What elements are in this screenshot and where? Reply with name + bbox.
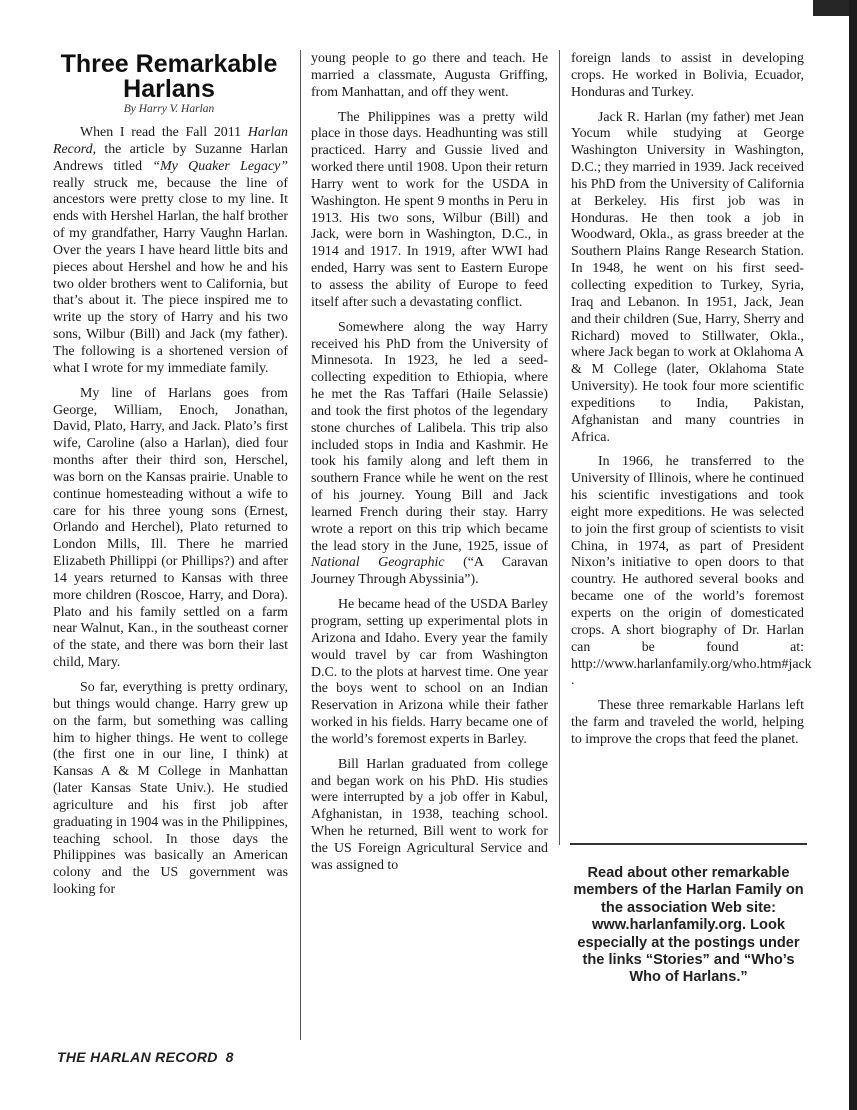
paragraph: Bill Harlan graduated from college and began work on his PhD. His studies were interrupted by a job offer in Kabul, Afghanistan, in 1938, teaching school. When he returned, Bill went to work for the US Foreign Agricultural Service and was assigned to — [311, 756, 548, 873]
column-divider — [559, 50, 560, 845]
sidebar-callout: Read about other remarkable members of the Harlan Family on the association Web site: www.harlanfamily.org. Look especially at the postings under the links “Stories” and “Who’s Who of Harlans.” — [573, 865, 804, 986]
column-divider — [300, 50, 301, 1040]
page-footer — [57, 1049, 234, 1065]
page-number: 8 — [225, 1049, 234, 1065]
paragraph: foreign lands to assist in developing crops. He worked in Bolivia, Ecuador, Honduras and Turkey. — [571, 51, 804, 100]
paragraph: The Philippines was a pretty wild place in those days. Headhunting was still practiced. Harry and Gussie lived and worked there until 1908. Upon their return Harry went to work for the USDA in Washington. He spent 9 months in Peru in 1913. His two sons, Wilbur (Bill) and Jack, were born in Washington, D.C., in 1914 and 1917. In 1919, after WWI had ended, Harry was sent to Eastern Europe to assess the ability of Europe to feed itself after such a devastating conflict. — [311, 109, 548, 310]
paragraph: So far, everything is pretty ordinary, but things would change. Harry grew up on the farm, but something was calling him to higher things. He went to college (the first one in our line, I think) at Kansas A & M College in Manhattan (later Kansas State Univ.). He studied agriculture and his first job after graduating in 1904 was in the Philippines, teaching school. In those days the Philippines was basically an American colony and the US government was looking for — [53, 680, 288, 898]
scan-corner — [813, 0, 849, 16]
column-3 — [571, 51, 812, 749]
paragraph: These three remarkable Harlans left the farm and traveled the world, helping to improve the crops that feed the planet. — [571, 698, 804, 747]
paragraph: In 1966, he transferred to the University of Illinois, where he continued his scientific investigations and took eight more expeditions. He was selected to join the first group of scientists to visit China, in 1974, as part of President Nixon’s initiative to open doors to that country. He authored several books and became one of the world’s foremost experts on the origin of domesticated crops. A short biography of Dr. Harlan can be found at: http://www.harlanfamily.org/who.htm#jack . — [571, 454, 812, 689]
paragraph: Jack R. Harlan (my father) met Jean Yocum while studying at George Washington University in Washington, D.C.; they married in 1939. Jack received his PhD from the University of California at Berkeley. His first job was in Honduras. He then took a job in Woodward, Okla., as grass breeder at the Southern Plains Range Research Station. In 1948, he went on his first seed-collecting expedition to Turkey, Syria, Iraq and Lebanon. In 1951, Jack, Jean and their children (Sue, Harry, Sherry and Richard) moved to Stillwater, Okla., where Jack began to work at Oklahoma A & M College (later, Oklahoma State University). He took four more scientific expeditions to India, Pakistan, Afghanistan and many countries in Africa. — [571, 109, 804, 445]
column-1 — [53, 125, 288, 899]
paragraph: When I read the Fall 2011 Harlan Record, the article by Suzanne Harlan Andrews titled “My Quaker Legacy” really struck me, because the line of ancestors were pretty close to my line. It ends with Hershel Harlan, the half brother of my grandfather, Harry Vaughn Harlan. Over the years I have heard little bits and pieces about Hershel and how he and his two older brothers went to California, but that’s about it. The piece inspired me to write up the story of Harry and his two sons, Wilbur (Bill) and Jack (my father). The following is a shortened version of what I wrote for my immediate family. — [53, 125, 288, 376]
byline: By Harry V. Harlan — [123, 103, 215, 115]
paragraph: young people to go there and teach. He married a classmate, Augusta Griffing, from Manhattan, and off they went. — [311, 51, 548, 100]
paragraph: He became head of the USDA Barley program, setting up experimental plots in Arizona and Idaho. Every year the family would travel by car from Washington D.C. to the plots at harvest time. One year the boys went to school on an Indian Reservation in Arizona while their father worked in his fields. Harry became one of the world’s foremost experts in Barley. — [311, 597, 548, 747]
paragraph: Somewhere along the way Harry received his PhD from the University of Minnesota. In 1923, he led a seed-collecting expedition to Ethiopia, where he met the Ras Taffari (Haile Selassie) and took the first photos of the legendary stone churches of Lalibela. This trip also included stops in India and Kashmir. He took his family along and left them in southern France while he went on the rest of his journey. Young Bill and Jack learned French during their stay. Harry wrote a report on this trip which became the lead story in the June, 1925, issue of National Geographic (“A Caravan Journey Through Abyssinia”). — [311, 319, 549, 588]
article-title: Three Remarkable Harlans — [60, 50, 278, 103]
scan-edge — [849, 0, 857, 1110]
publication-name: THE HARLAN RECORD — [57, 1049, 218, 1065]
sidebar-divider — [570, 843, 807, 845]
column-2 — [311, 51, 548, 875]
paragraph: My line of Harlans goes from George, William, Enoch, Jonathan, David, Plato, Harry, and Jack. Plato’s first wife, Caroline (also a Harlan), died four months after their third son, Herschel, was born on the Kansas prairie. Unable to continue homesteading without a wife to care for his three young sons (Ernest, Orlando and Herchel), Plato returned to London Mills, Ill. There he married Elizabeth Phillippi (or Phillips?) and after 14 years returned to Kansas with three more children (Roscoe, Harry, and Dora). Plato and his family settled on a farm near Walnut, Kan., in the southeast corner of the state, and there was born their last child, Mary. — [53, 385, 288, 671]
